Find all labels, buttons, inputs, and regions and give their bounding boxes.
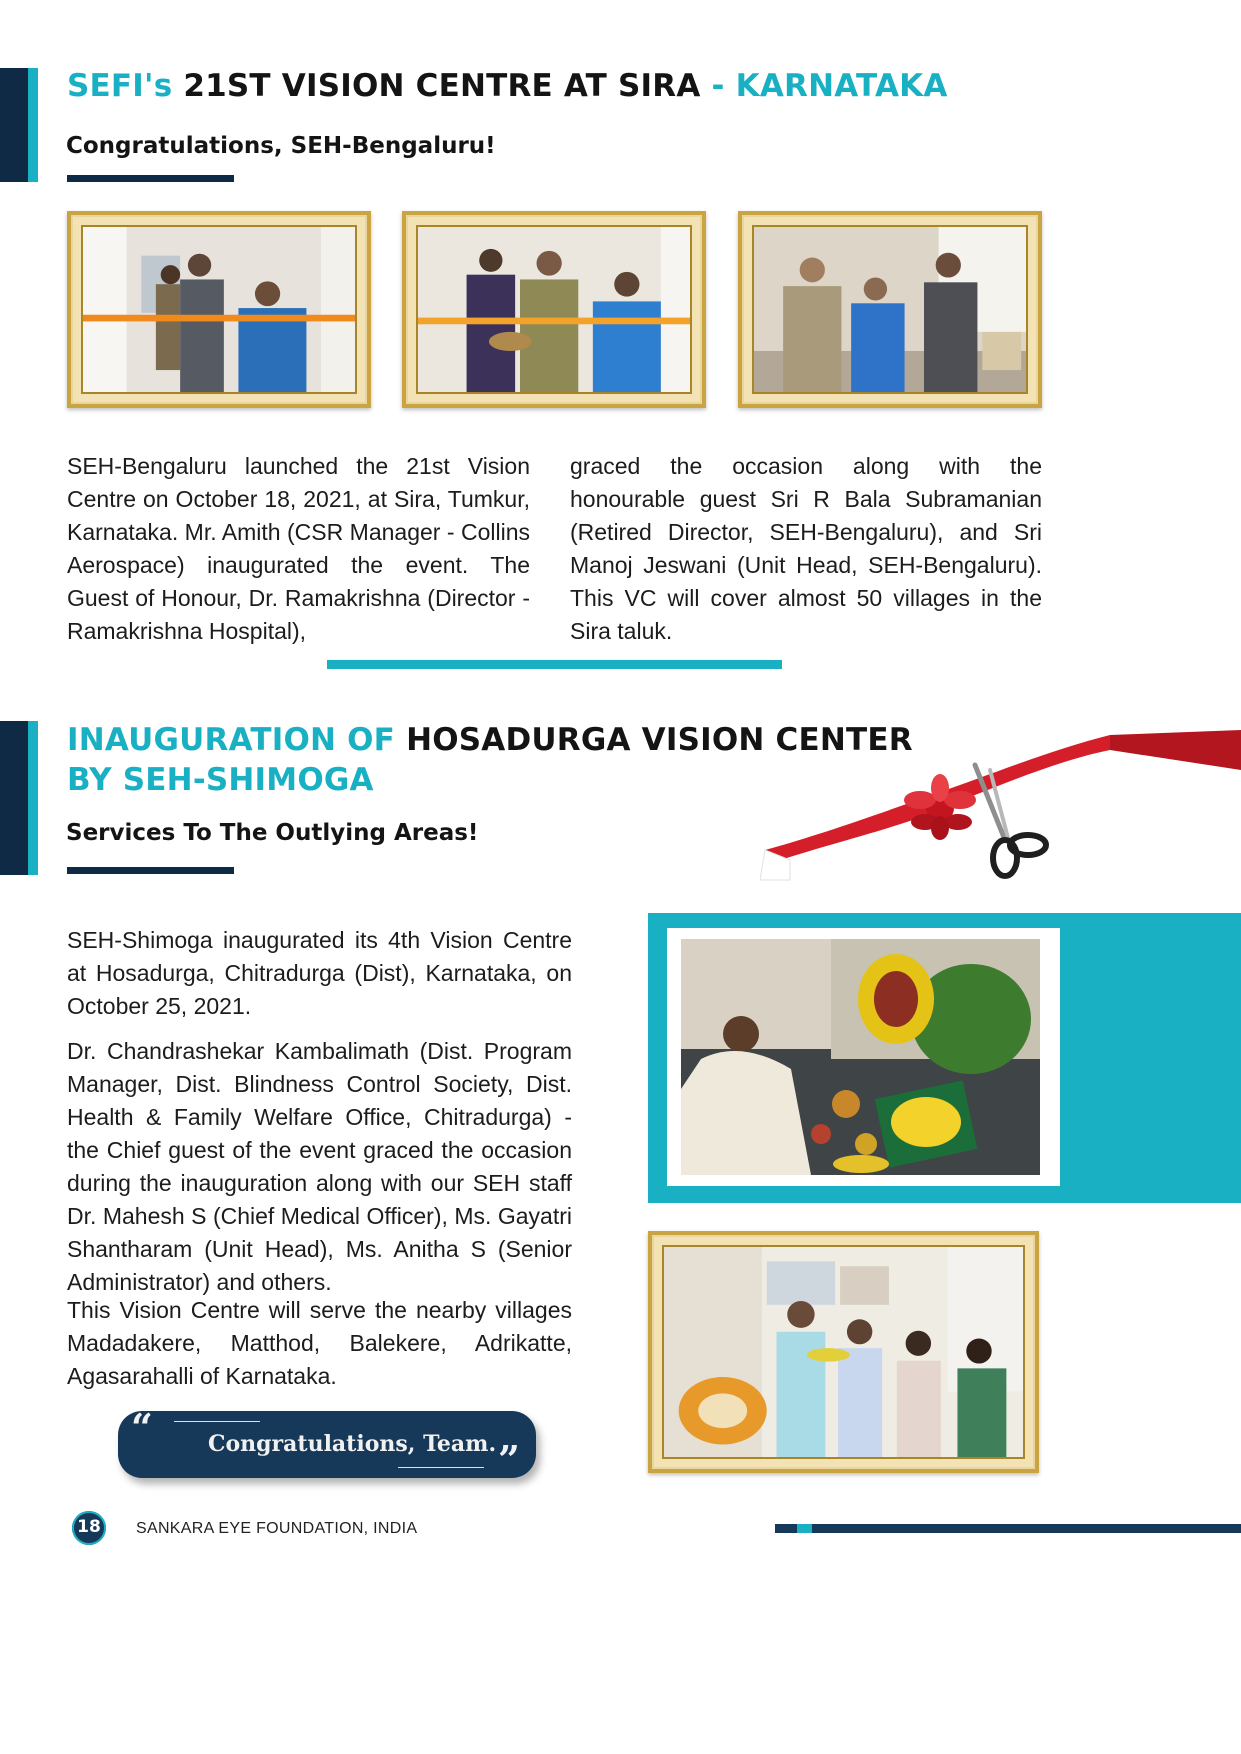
page-number: 18 bbox=[77, 1517, 101, 1537]
framed-photo-ribbon-cutting-2 bbox=[402, 211, 706, 408]
section1-title-suffix: - KARNATAKA bbox=[700, 68, 948, 104]
ribbon-cutting-photo-2 bbox=[418, 227, 690, 392]
section1-subtitle: Congratulations, SEH-Bengaluru! bbox=[66, 133, 496, 159]
section1-underline bbox=[67, 175, 234, 182]
section1-title-main: 21ST VISION CENTRE AT SIRA bbox=[183, 68, 701, 104]
section2-paragraph-2: Dr. Chandrashekar Kambalimath (Dist. Program Manager, Dist. Blindness Control Society, Dist. Health & Family Welfare Office, Chitradurga) - the Chief guest of the event graced the occasion during the inauguration along with our SEH staff Dr. Mahesh S (Chief Medical Officer), Ms. Gayatri Shantharam (Unit Head), Ms. Anitha S (Senior Administrator) and others. bbox=[67, 1038, 572, 1295]
footer-accent-bar-navy bbox=[812, 1524, 1241, 1533]
section1-body-right: graced the occasion along with the honourable guest Sri R Bala Subramanian (Retired Director, SEH-Bengaluru), and Sri Manoj Jeswani (Unit Head, SEH-Bengaluru). This VC will cover almost 50 villages in the Sira taluk. bbox=[570, 453, 1042, 644]
section2-accent-bar-teal bbox=[28, 721, 38, 875]
ribbon-scissors-illustration bbox=[760, 730, 1241, 890]
quote-close-icon: ” bbox=[498, 1437, 520, 1482]
section1-accent-bar-navy bbox=[0, 68, 28, 182]
footer-accent-bar-navy-short bbox=[775, 1524, 797, 1533]
framed-photo-ribbon-cutting-1 bbox=[67, 211, 371, 408]
section2-title-main: HOSADURGA VISION CENTER bbox=[406, 722, 913, 758]
ribbon-cutting-photo-1 bbox=[83, 227, 355, 392]
section2-title-prefix: INAUGURATION OF bbox=[67, 722, 407, 758]
staff-inauguration-photo bbox=[664, 1247, 1023, 1457]
section2-subtitle: Services To The Outlying Areas! bbox=[66, 820, 479, 846]
quote-open-icon: “ bbox=[131, 1405, 153, 1450]
section1-accent-bar-teal bbox=[28, 68, 38, 182]
quote-top-rule bbox=[174, 1421, 260, 1422]
quote-text: Congratulations, Team. bbox=[208, 1431, 497, 1457]
section-divider bbox=[327, 660, 782, 669]
section1-title bbox=[67, 66, 1167, 106]
section1-body-left: SEH-Bengaluru launched the 21st Vision Centre on October 18, 2021, at Sira, Tumkur, Karnataka. Mr. Amith (CSR Manager - Collins Aerospace) inaugurated the event. The Guest of Honour, Dr. Ramakrishna (Director - Ramakrishna Hospital), bbox=[67, 453, 530, 644]
footer-org-name: SANKARA EYE FOUNDATION, INDIA bbox=[136, 1520, 418, 1537]
guests-photo bbox=[754, 227, 1026, 392]
section1-title-prefix: SEFI's bbox=[67, 68, 184, 104]
section2-paragraph-3: This Vision Centre will serve the nearby villages Madadakere, Matthod, Balekere, Adrikatte, Agasarahalli of Karnataka. bbox=[67, 1297, 572, 1389]
section2-accent-bar-navy bbox=[0, 721, 28, 875]
section2-title-suffix: BY SEH-SHIMOGA bbox=[67, 762, 374, 798]
quote-bottom-rule bbox=[398, 1467, 484, 1468]
pooja-ceremony-photo bbox=[681, 939, 1040, 1175]
framed-photo-guests bbox=[738, 211, 1042, 408]
section2-paragraph-1: SEH-Shimoga inaugurated its 4th Vision Centre at Hosadurga, Chitradurga (Dist), Karnataka, on October 25, 2021. bbox=[67, 927, 572, 1019]
framed-photo-staff bbox=[648, 1231, 1039, 1473]
footer-accent-bar-teal bbox=[797, 1524, 812, 1533]
section2-underline bbox=[67, 867, 234, 874]
